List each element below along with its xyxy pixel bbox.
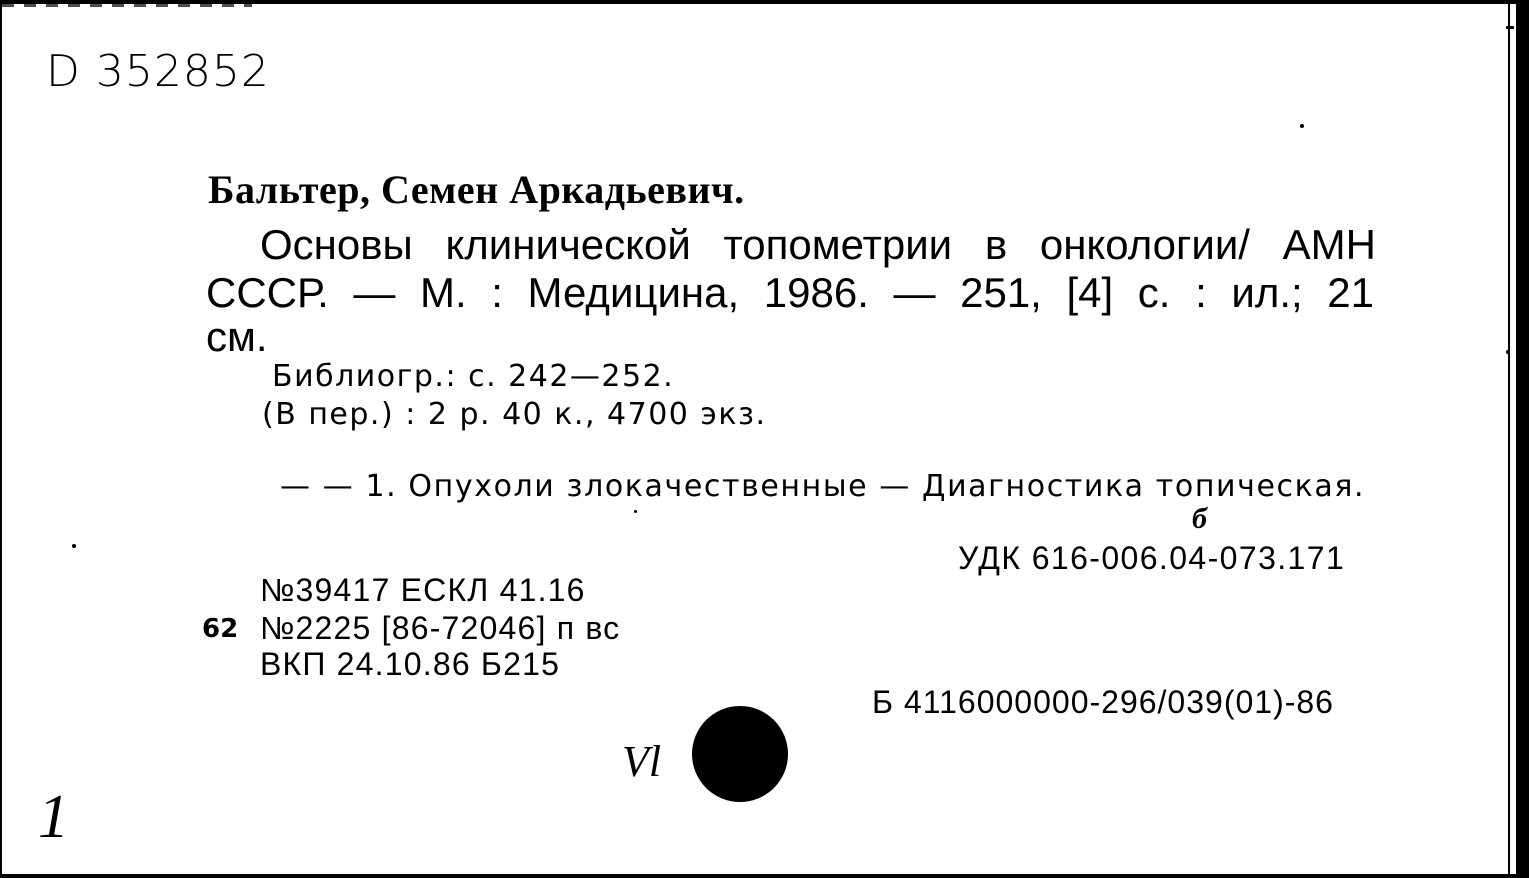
speck xyxy=(72,544,76,548)
bbk-index: Б 4116000000-296/039(01)-86 xyxy=(872,684,1334,720)
catalog-number: D 352852 xyxy=(46,46,270,97)
subject-heading: — — 1. Опухоли злокачественные — Диагностика топическая. xyxy=(280,469,1366,504)
speck xyxy=(1300,124,1304,128)
code-line-3: ВКП 24.10.86 Б215 xyxy=(260,646,561,682)
author-name: Бальтер, Семен Аркадьевич. xyxy=(208,167,745,212)
udk-index: УДК 616-006.04-073.171 xyxy=(958,540,1346,576)
udk-handwritten-mark: б xyxy=(1192,502,1207,535)
top-edge-marks xyxy=(2,4,252,7)
code-line-1: №39417 ЕСКЛ 41.16 xyxy=(260,572,586,608)
punch-hole xyxy=(692,706,788,802)
handwritten-number: 1 xyxy=(38,783,69,851)
handwritten-initials: Vl xyxy=(622,737,662,786)
speck xyxy=(1506,350,1510,354)
catalog-card xyxy=(2,4,1516,874)
bibliography-note: Библиогр.: с. 242—252. xyxy=(272,359,675,394)
marker-62: 62 xyxy=(202,614,239,644)
title-line-3: см. xyxy=(206,313,268,360)
title-line-1: Основы клинической топометрии в онкологии/ АМН xyxy=(260,221,1376,268)
code-line-2: №2225 [86-72046] п вс xyxy=(260,610,621,646)
title-line-2: СССР. — М. : Медицина, 1986. — 251, [4] с. : ил.; 21 xyxy=(206,269,1374,316)
speck xyxy=(634,510,637,513)
price-note: (В пер.) : 2 р. 40 к., 4700 экз. xyxy=(262,397,767,432)
speck xyxy=(1506,26,1514,29)
card-right-edge xyxy=(1508,4,1516,874)
